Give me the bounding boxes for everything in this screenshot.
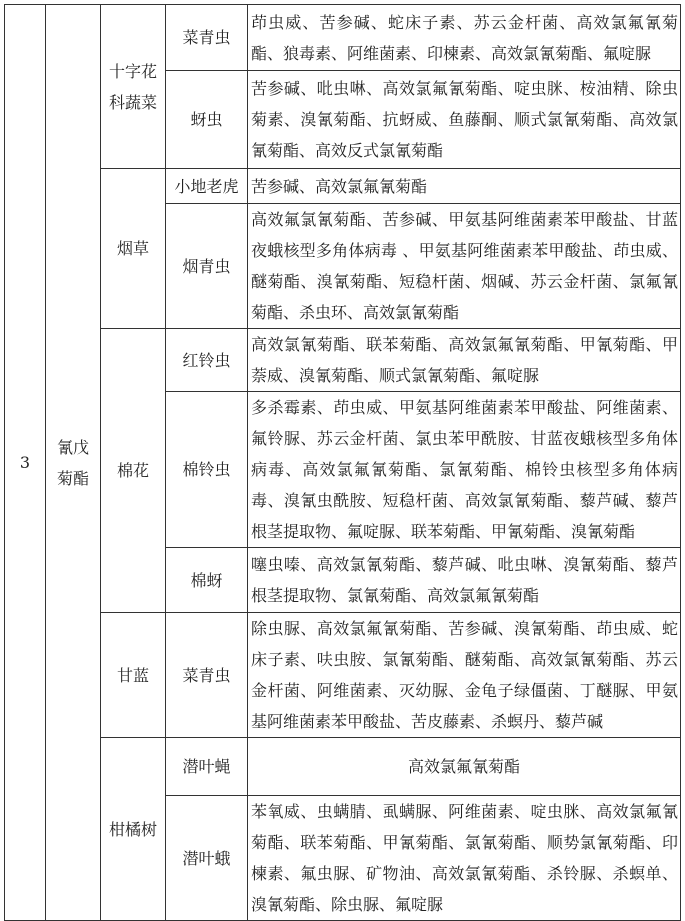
pest-name: 棉铃虫 [166,392,248,548]
crop-name: 柑橘树 [101,738,166,921]
pesticide-list: 苦参碱、吡虫啉、高效氯氟氰菊酯、啶虫脒、桉油精、除虫菊素、溴氰菊酯、抗蚜威、鱼藤酮、顺式氯氰菊酯、高效氯氰菊酯、高效反式氯氰菊酯 [248,71,681,169]
row-number: 3 [5,5,46,921]
pest-name: 蚜虫 [166,71,248,169]
pesticide-category: 氰戊菊酯 [46,5,101,921]
table-row [5,613,681,738]
table-row [5,169,681,204]
pest-name: 棉蚜 [166,548,248,613]
pesticide-list: 除虫脲、高效氯氟氰菊酯、苦参碱、溴氰菊酯、茚虫威、蛇床子素、呋虫胺、氯氰菊酯、醚菊酯、高效氯氰菊酯、苏云金杆菌、阿维菌素、灭幼脲、金龟子绿僵菌、丁醚脲、甲氨基阿维菌素苯甲酸盐、苦皮藤素、杀螟丹、藜芦碱 [248,613,681,738]
crop-name: 十字花科蔬菜 [101,5,166,169]
pest-name: 菜青虫 [166,5,248,71]
pesticide-list: 高效氯氰菊酯、联苯菊酯、高效氯氟氰菊酯、甲氰菊酯、甲萘威、溴氰菊酯、顺式氯氰菊酯、氟啶脲 [248,329,681,392]
pesticide-list: 高效氟氯氰菊酯、苦参碱、甲氨基阿维菌素苯甲酸盐、甘蓝夜蛾核型多角体病毒 、甲氨基阿维菌素苯甲酸盐、茚虫威、醚菊酯、溴氰菊酯、短稳杆菌、烟碱、苏云金杆菌、氯氟氰菊酯、杀虫环、高效氯氰菊酯 [248,204,681,329]
table-row [5,738,681,796]
pesticide-list: 高效氯氟氰菊酯 [248,738,681,796]
crop-name: 甘蓝 [101,613,166,738]
pesticide-table [4,4,681,921]
pest-name: 潜叶蛾 [166,796,248,921]
pesticide-list: 茚虫威、苦参碱、蛇床子素、苏云金杆菌、高效氯氟氰菊酯、狼毒素、阿维菌素、印楝素、高效氯氰菊酯、氟啶脲 [248,5,681,71]
pest-name: 潜叶蝇 [166,738,248,796]
table-row [5,329,681,392]
pesticide-list: 噻虫嗪、高效氯氰菊酯、藜芦碱、吡虫啉、溴氰菊酯、藜芦根茎提取物、氯氰菊酯、高效氯氟氰菊酯 [248,548,681,613]
pest-name: 菜青虫 [166,613,248,738]
crop-name: 烟草 [101,169,166,329]
pest-name: 烟青虫 [166,204,248,329]
crop-name: 棉花 [101,329,166,613]
pesticide-list: 苯氧威、虫螨腈、虱螨脲、阿维菌素、啶虫脒、高效氯氟氰菊酯、联苯菊酯、甲氰菊酯、氯氰菊酯、顺势氯氰菊酯、印楝素、氟虫脲、矿物油、高效氯氰菊酯、杀铃脲、杀螟单、溴氰菊酯、除虫脲、氟啶脲 [248,796,681,921]
pesticide-list: 苦参碱、高效氯氟氰菊酯 [248,169,681,204]
pesticide-list: 多杀霉素、茚虫威、甲氨基阿维菌素苯甲酸盐、阿维菌素、氟铃脲、苏云金杆菌、氯虫苯甲酰胺、甘蓝夜蛾核型多角体病毒、高效氯氟氰菊酯、氯氰菊酯、棉铃虫核型多角体病毒、溴氰虫酰胺、短稳杆菌、高效氯氰菊酯、藜芦碱、藜芦根茎提取物、氟啶脲、联苯菊酯、甲氰菊酯、溴氰菊酯 [248,392,681,548]
pest-name: 红铃虫 [166,329,248,392]
pest-name: 小地老虎 [166,169,248,204]
table-row [5,5,681,71]
